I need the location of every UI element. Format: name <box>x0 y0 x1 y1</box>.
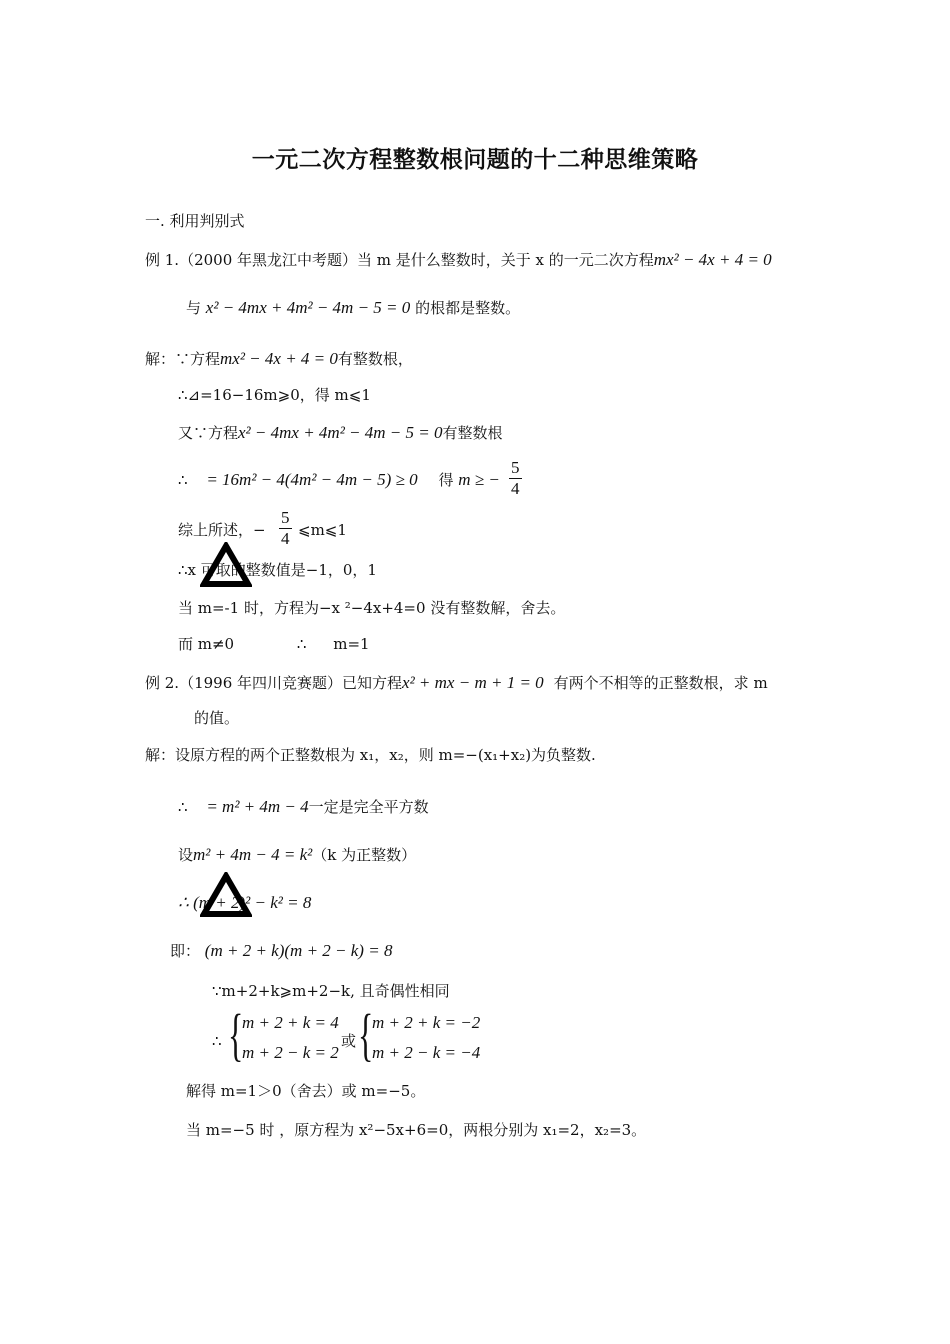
factored-equation: (m + 2 + k)(m + 2 − k) = 8 <box>204 941 393 960</box>
solution-1-line7: 当 m=-1 时，方程为−x ²−4x+4=0 没有整数解，舍去。 <box>178 599 566 617</box>
system-a-eq2: m + 2 − k = 2 <box>242 1043 339 1062</box>
text-has-integer-root-2: 有整数根 <box>442 424 503 442</box>
triangle-icon <box>200 542 252 588</box>
system-b-eq2: m + 2 − k = −4 <box>372 1043 481 1062</box>
solution-2-line6: ∵m+2+k⩾m+2−k, 且奇偶性相同 <box>212 982 450 1000</box>
text-and: 与 <box>186 299 202 317</box>
solution-1-line3 <box>178 423 503 443</box>
fraction-numerator: 5 <box>511 458 520 477</box>
equation-3: x² + mx − m + 1 = 0 <box>402 673 544 692</box>
therefore-symbol: ∴ <box>178 471 188 489</box>
solution-1-line5 <box>178 520 266 540</box>
fraction-denominator-2: 4 <box>281 529 290 548</box>
solution-2-line2 <box>178 797 429 817</box>
m-result: m=1 <box>333 635 370 653</box>
discriminant-expression: = m² + 4m − 4 <box>206 797 309 816</box>
text-get: 得 <box>438 471 454 489</box>
solution-1-line8 <box>178 634 370 654</box>
example-1-line2 <box>186 298 520 318</box>
range-text: ⩽m⩽1 <box>298 521 347 539</box>
page-title: 一元二次方程整数根问题的十二种思维策略 <box>251 147 699 173</box>
therefore-symbol-3: ∴ <box>178 798 188 816</box>
m-condition: m ≥ − <box>458 470 500 489</box>
solution-1-line4 <box>178 470 500 490</box>
solution-2-line3 <box>178 845 416 865</box>
therefore-symbol-4: ∴ <box>212 1032 222 1050</box>
fraction-5-4-second <box>279 508 292 549</box>
system-b-eq1: m + 2 + k = −2 <box>372 1013 481 1032</box>
m-not-zero: 而 m≠0 <box>178 635 235 653</box>
example-2-lead <box>145 673 768 693</box>
text-k-positive: （k 为正整数） <box>312 846 417 864</box>
solution-2-line1: 解：设原方程的两个正整数根为 x₁，x₂，则 m=−(x₁+x₂)为负整数. <box>145 746 596 764</box>
discriminant-inequality: = 16m² − 4(4m² − 4m − 5) ≥ 0 <box>206 470 418 489</box>
solution-2-line5 <box>170 941 392 961</box>
example-1-text: 例 1.（2000 年黑龙江中考题）当 m 是什么整数时，关于 x 的一元二次方程 <box>145 251 654 269</box>
solution-1-line2: ∴⊿=16−16m⩾0，得 m⩽1 <box>178 386 371 404</box>
left-brace-b: { <box>358 1002 374 1067</box>
example-1-lead <box>145 250 772 270</box>
solution-1-line6: ∴x 可取的整数值是−1，0，1 <box>178 561 377 579</box>
text-has-integer-root: 有整数根， <box>337 350 413 368</box>
equation-1-repeat: mx² − 4x + 4 = 0 <box>220 349 338 368</box>
equation-k-square: m² + 4m − 4 = k² <box>193 845 313 864</box>
text-namely: 即： <box>170 942 201 960</box>
text-let: 设 <box>178 846 194 864</box>
fraction-5-4 <box>509 458 522 499</box>
solution-2-line9: 当 m=−5 时 ，原方程为 x²−5x+6=0，两根分别为 x₁=2，x₂=3。 <box>186 1121 647 1139</box>
fraction-numerator-2: 5 <box>281 508 290 527</box>
triangle-icon <box>200 872 252 918</box>
solution-label: 解：∵方程 <box>145 350 221 368</box>
therefore-symbol-2: ∴ <box>296 635 307 653</box>
fraction-denominator: 4 <box>511 479 520 498</box>
text-also-equation: 又∵方程 <box>178 424 239 442</box>
solution-2-line4: ∴ (m + 2)² − k² = 8 <box>178 893 312 912</box>
example-2-text: 例 2.（1996 年四川竞赛题）已知方程 <box>145 674 403 692</box>
text-perfect-square: 一定是完全平方数 <box>308 798 429 816</box>
system-a-eq1: m + 2 + k = 4 <box>242 1013 339 1032</box>
solution-2-line8: 解得 m=1＞0（舍去）或 m=−5。 <box>186 1082 426 1100</box>
text-roots-integer: 的根都是整数。 <box>415 299 521 317</box>
equation-1: mx² − 4x + 4 = 0 <box>653 250 772 269</box>
left-brace-a: { <box>228 1002 244 1067</box>
text-in-summary: 综上所述，− <box>178 521 266 539</box>
section-heading: 一. 利用判别式 <box>145 212 245 230</box>
example-2-line2: 的值。 <box>194 709 240 727</box>
equation-2: x² − 4mx + 4m² − 4m − 5 = 0 <box>205 298 411 317</box>
solution-1-line1 <box>145 349 413 369</box>
equation-2-repeat: x² − 4mx + 4m² − 4m − 5 = 0 <box>238 423 443 442</box>
example-2-tail: 有两个不相等的正整数根，求 m <box>553 674 768 692</box>
text-or: 或 <box>341 1032 357 1050</box>
